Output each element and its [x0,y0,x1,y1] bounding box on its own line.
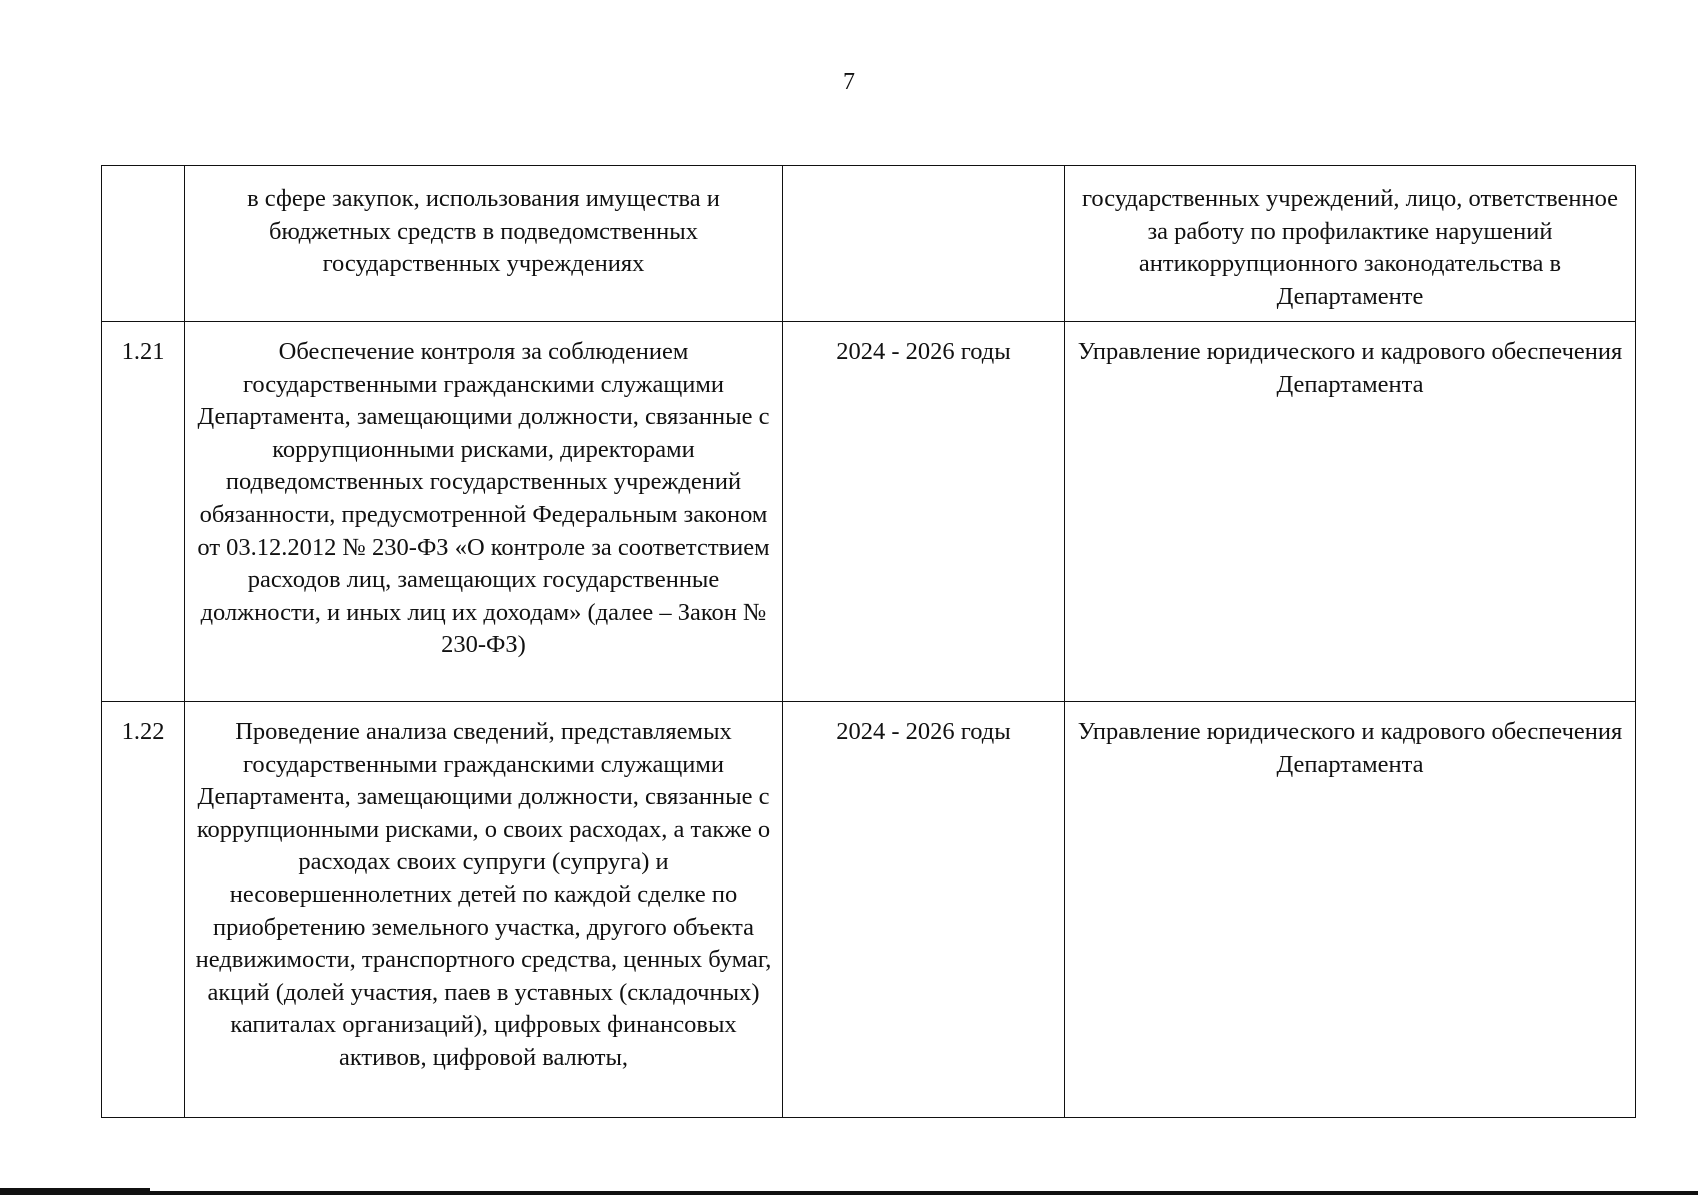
cell-number: 1.21 [102,322,185,702]
cell-event: Проведение анализа сведений, представляемых государственными гражданскими служащими Департамента, замещающими должности, связанные с коррупционными рисками, о своих расходах, а также о расходах своих супруги (супруга) и несовершеннолетних детей по каждой сделке по приобретению земельного участка, другого объекта недвижимости, транспортного средства, ценных бумаг, акций (долей участия, паев в уставных (складочных) капиталах организаций), цифровых финансовых активов, цифровой валюты, [185,702,783,1118]
scan-bottom-edge-mark [0,1188,150,1195]
table-row [102,702,1636,1118]
cell-term: 2024 - 2026 годы [783,702,1065,1118]
measures-table [101,165,1636,1118]
page-number: 7 [843,69,855,95]
cell-term: 2024 - 2026 годы [783,322,1065,702]
scan-bottom-edge [0,1191,1698,1195]
cell-responsible: Управление юридического и кадрового обеспечения Департамента [1065,322,1636,702]
cell-responsible: Управление юридического и кадрового обеспечения Департамента [1065,702,1636,1118]
cell-number [102,166,185,322]
table-row-continuation [102,166,1636,322]
cell-event: в сфере закупок, использования имущества и бюджетных средств в подведомственных государственных учреждениях [185,166,783,322]
cell-event: Обеспечение контроля за соблюдением государственными гражданскими служащими Департамента, замещающими должности, связанные с коррупционными рисками, директорами подведомственных государственных учреждений обязанности, предусмотренной Федеральным законом от 03.12.2012 № 230-ФЗ «О контроле за соответствием расходов лиц, замещающих государственные должности, и иных лиц их доходам» (далее – Закон № 230-ФЗ) [185,322,783,702]
table-row [102,322,1636,702]
cell-number: 1.22 [102,702,185,1118]
cell-responsible: государственных учреждений, лицо, ответственное за работу по профилактике нарушений антикоррупционного законодательства в Департаменте [1065,166,1636,322]
cell-term [783,166,1065,322]
